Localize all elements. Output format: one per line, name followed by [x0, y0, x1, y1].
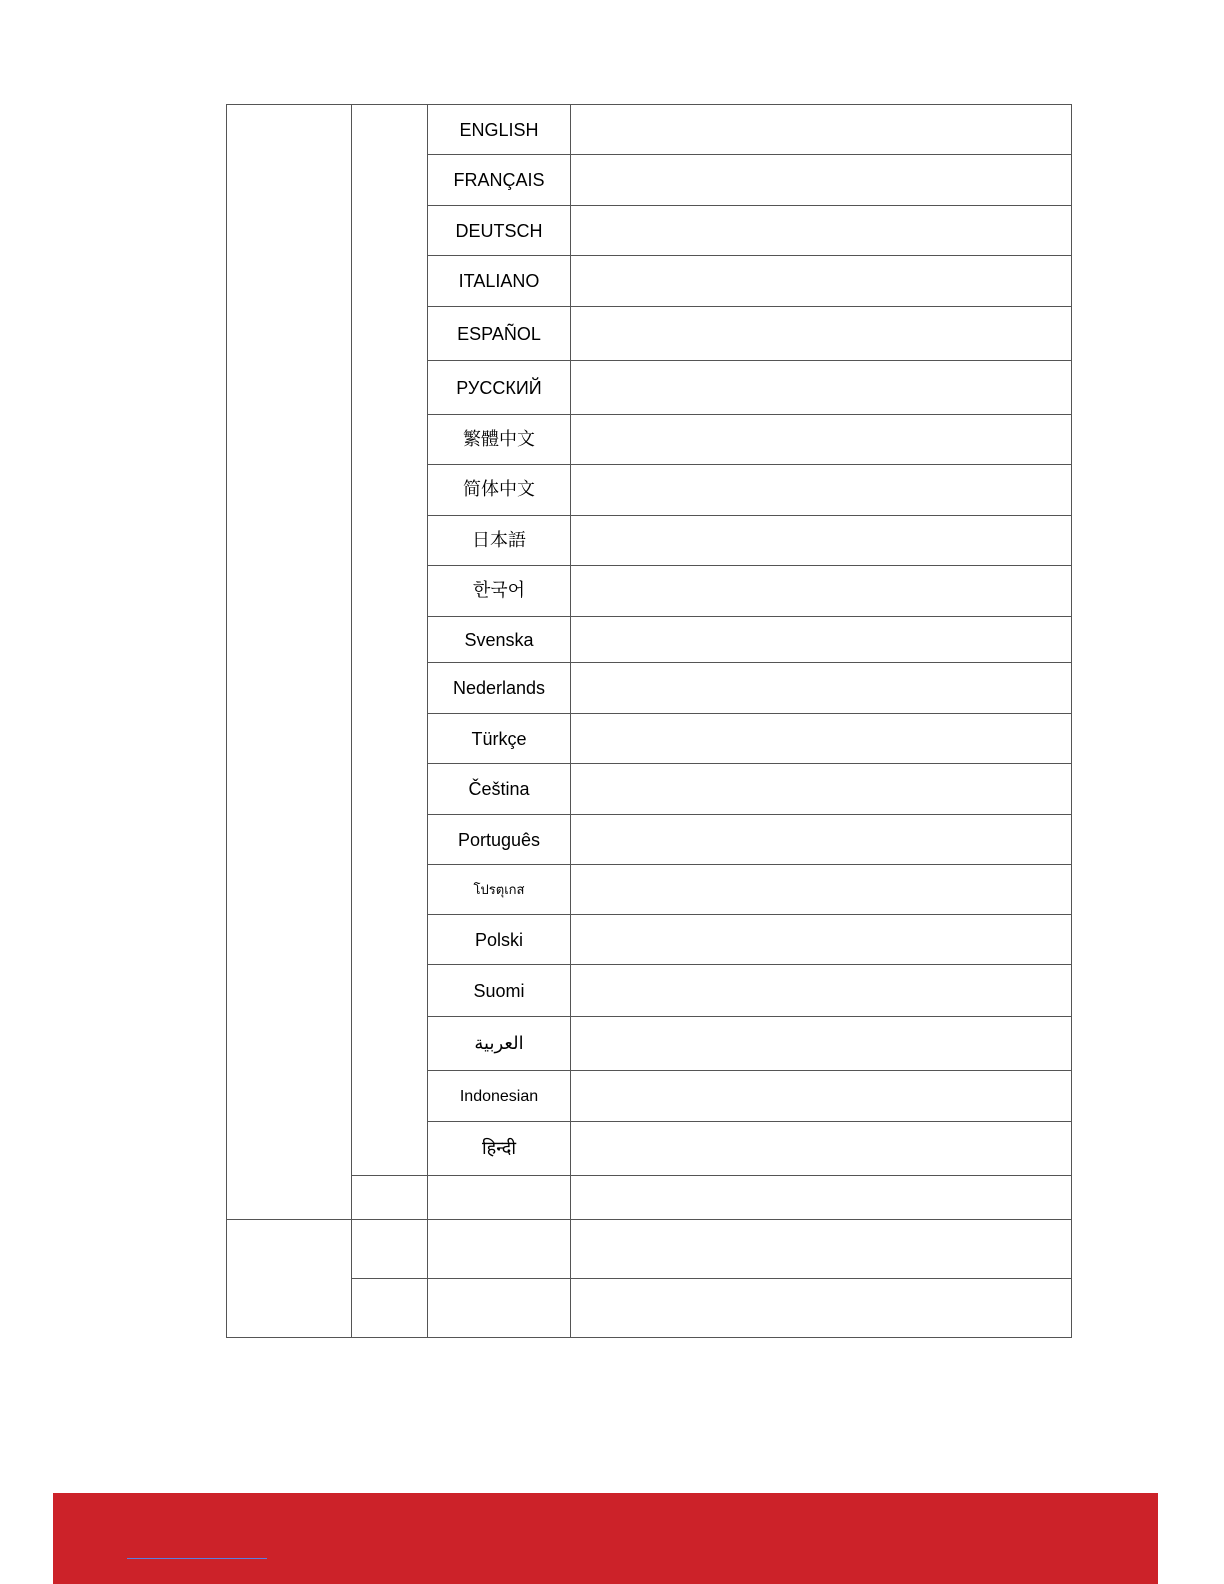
language-option: Suomi	[473, 981, 525, 1001]
footer-link-underline[interactable]	[127, 1558, 267, 1559]
language-option: Türkçe	[471, 729, 527, 749]
language-option: ITALIANO	[458, 271, 540, 291]
language-option: Čeština	[468, 779, 530, 799]
language-option: โปรตุเกส	[473, 882, 525, 898]
table-divider-col1	[351, 104, 352, 1338]
language-option: العربية	[474, 1033, 524, 1054]
language-option: DEUTSCH	[455, 221, 543, 241]
language-option: ENGLISH	[459, 120, 539, 140]
language-option: Polski	[474, 930, 523, 950]
language-option: 日本語	[472, 530, 526, 551]
table-border-bottom	[226, 1337, 1072, 1338]
table-border-right	[1071, 104, 1072, 1338]
language-option: हिन्दी	[481, 1138, 516, 1159]
language-option: 한국어	[472, 580, 526, 601]
language-option: FRANÇAIS	[453, 170, 545, 190]
language-option: Português	[457, 830, 541, 850]
language-option: 繁體中文	[463, 429, 535, 450]
language-option: Indonesian	[459, 1087, 539, 1105]
section-separator	[226, 1219, 1072, 1220]
table-border-left	[226, 104, 227, 1338]
language-option: 简体中文	[463, 479, 535, 500]
footer-bar	[53, 1493, 1158, 1584]
language-option: РУССКИЙ	[456, 378, 542, 398]
language-option: Nederlands	[452, 678, 546, 698]
table-divider-col3	[570, 104, 571, 1338]
row-separator	[351, 1278, 1072, 1279]
language-option: Svenska	[464, 630, 534, 650]
table-border-top	[226, 104, 1072, 105]
language-option: ESPAÑOL	[457, 324, 541, 344]
